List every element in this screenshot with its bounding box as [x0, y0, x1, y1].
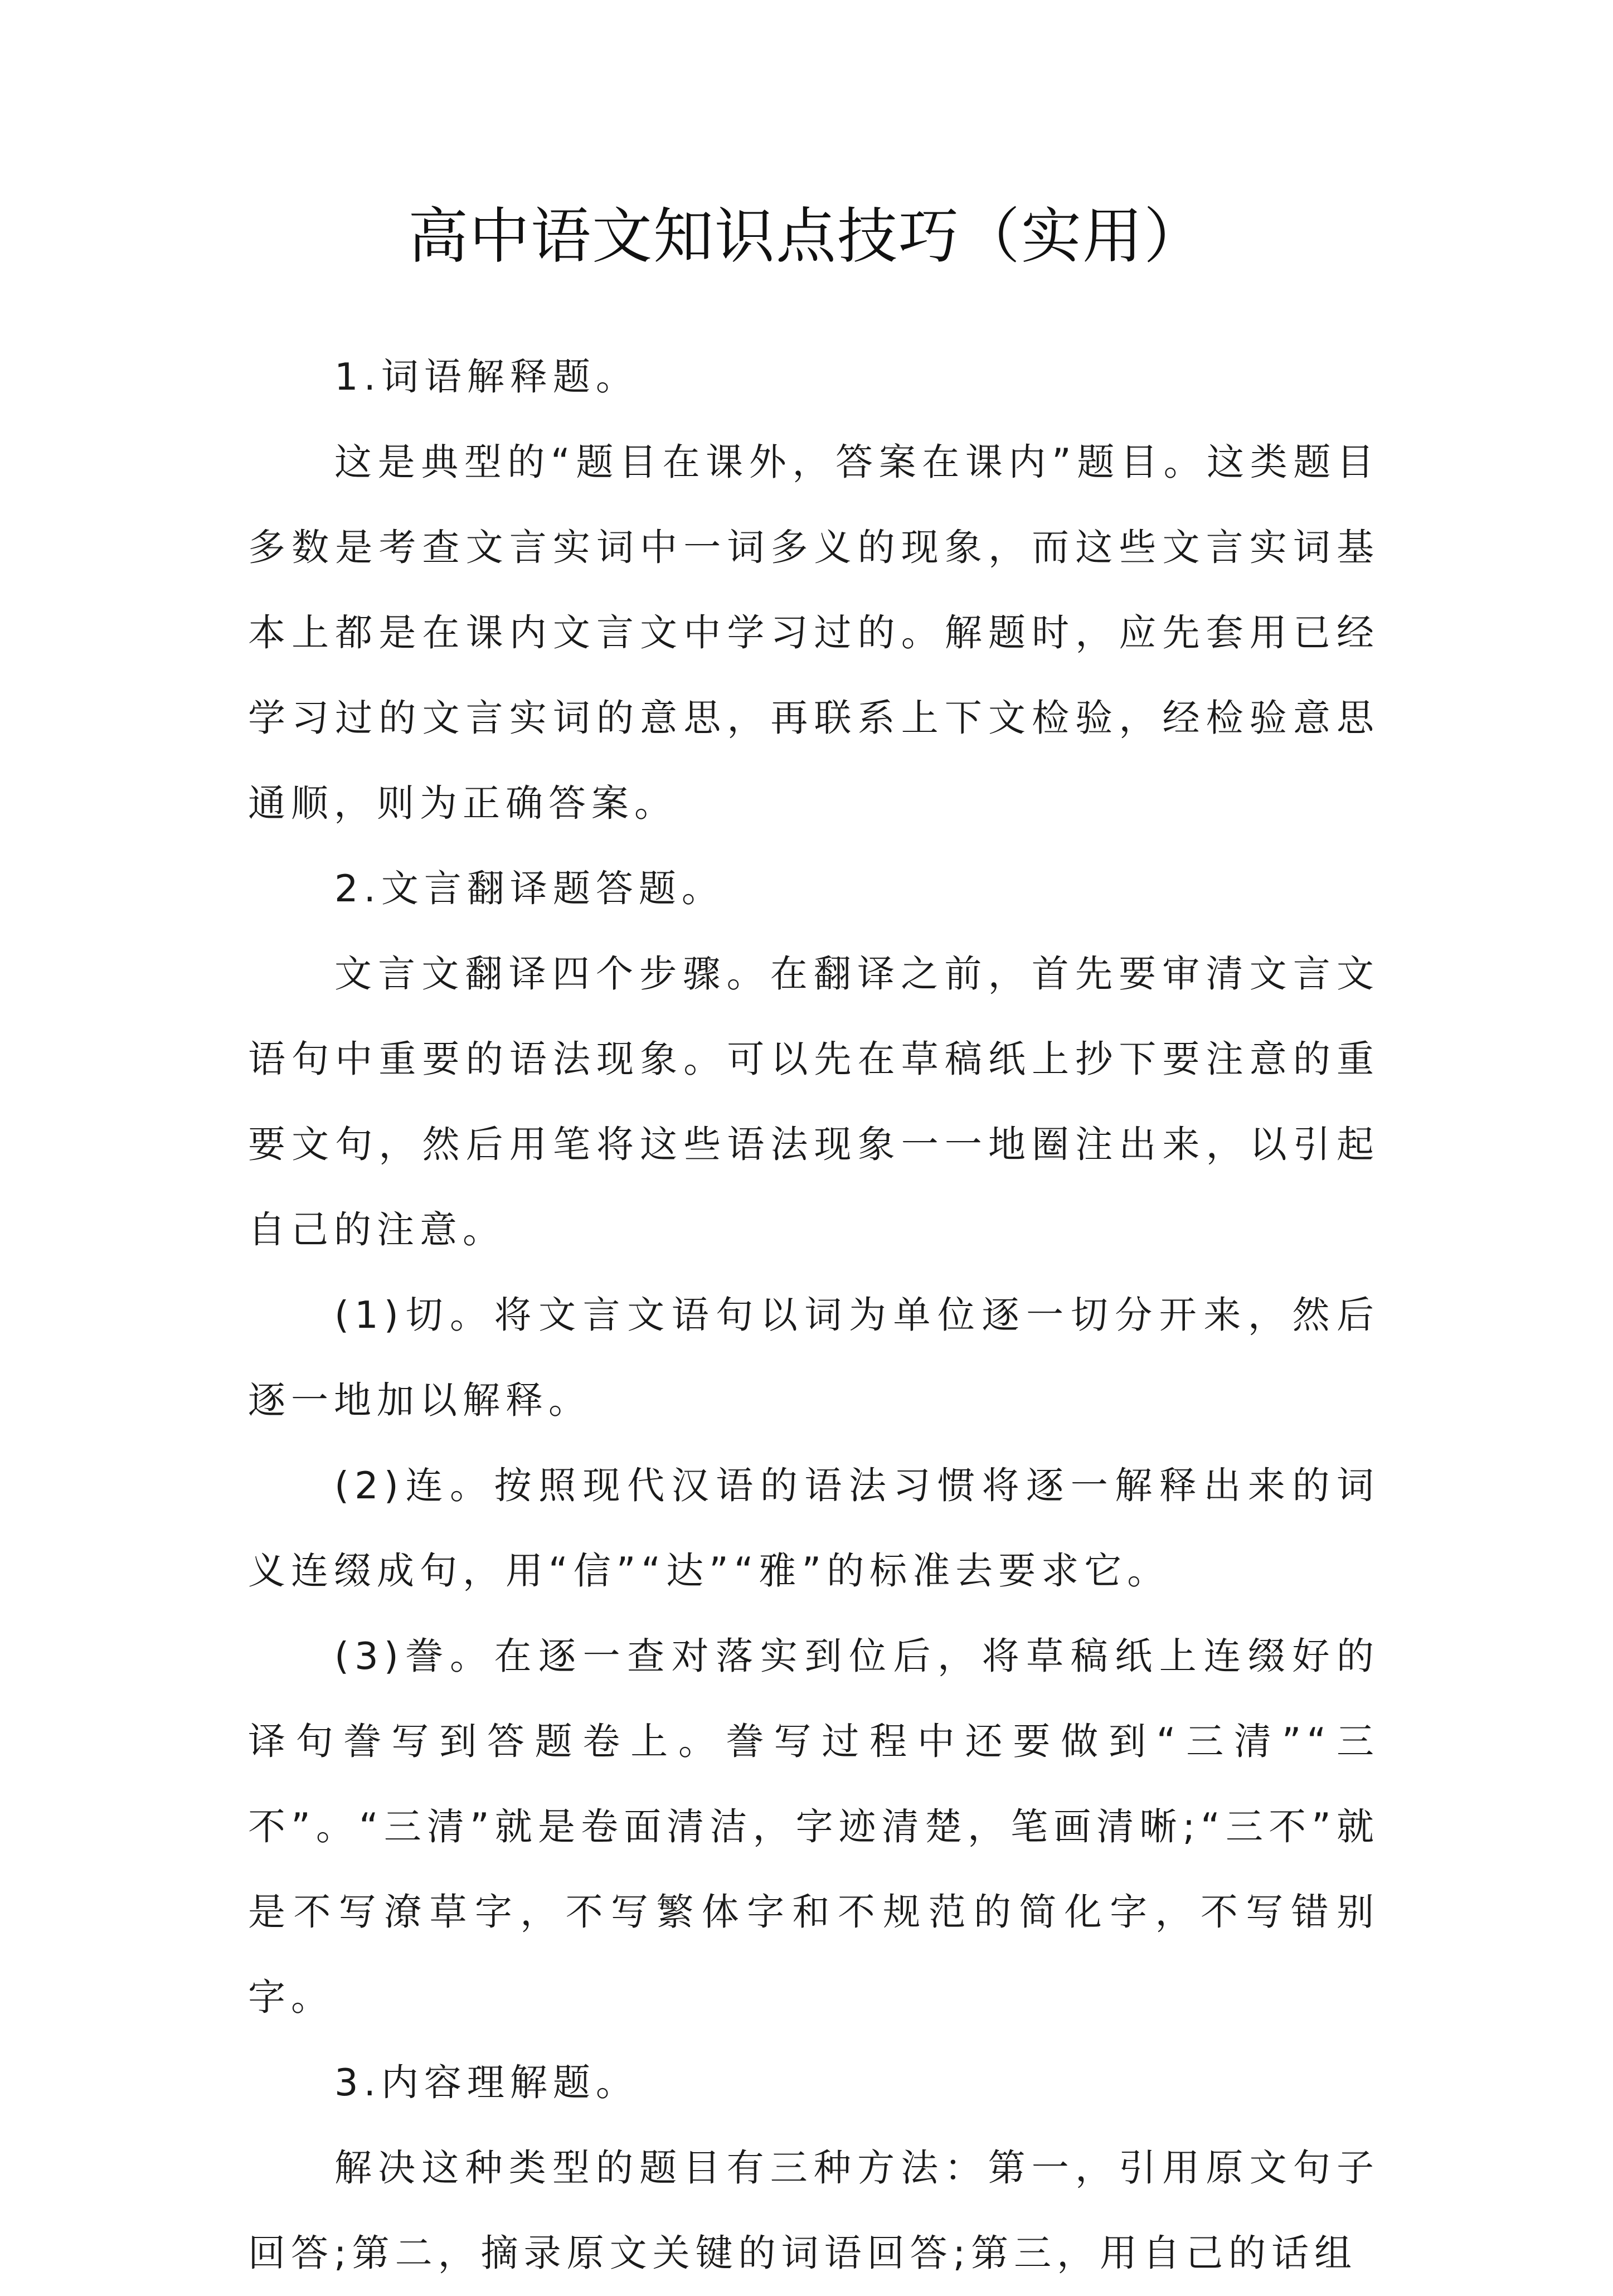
document-title: 高中语文知识点技巧（实用） — [407, 202, 1205, 271]
paragraph-8: 3.内容理解题。 — [334, 2061, 639, 2104]
paragraph-5: (1)切。将文言文语句以词为单位逐一切分开来，然后逐一地加以解释。 — [248, 1293, 1379, 1422]
paragraph-3: 2.文言翻译题答题。 — [334, 867, 725, 910]
paragraph-7: (3)誊。在逐一查对落实到位后，将草稿纸上连缀好的译句誊写到答题卷上。誊写过程中还要做到“三清”“三不”。“三清”就是卷面清洁，字迹清楚，笔画清晰;“三不”就是不写潦草字，不写繁体字和不规范的简化字，不写错别字。 — [248, 1634, 1379, 2019]
paragraph-9: 解决这种类型的题目有三种方法：第一，引用原文句子回答;第二，摘录原文关键的词语回答;第三，用自己的话组 — [248, 2146, 1379, 2275]
paragraph-6: (2)连。按照现代汉语的语法习惯将逐一解释出来的词义连缀成句，用“信”“达”“雅”的标准去要求它。 — [248, 1464, 1379, 1593]
document-body — [248, 334, 1379, 2296]
paragraph-1: 1.词语解释题。 — [334, 355, 639, 399]
paragraph-2: 这是典型的“题目在课外，答案在课内”题目。这类题目多数是考查文言实词中一词多义的现象，而这些文言实词基本上都是在课内文言文中学习过的。解题时，应先套用已经学习过的文言实词的意思，再联系上下文检验，经检验意思通顺，则为正确答案。 — [248, 440, 1379, 825]
paragraph-4: 文言文翻译四个步骤。在翻译之前，首先要审清文言文语句中重要的语法现象。可以先在草稿纸上抄下要注意的重要文句，然后用笔将这些语法现象一一地圈注出来，以引起自己的注意。 — [248, 952, 1379, 1251]
